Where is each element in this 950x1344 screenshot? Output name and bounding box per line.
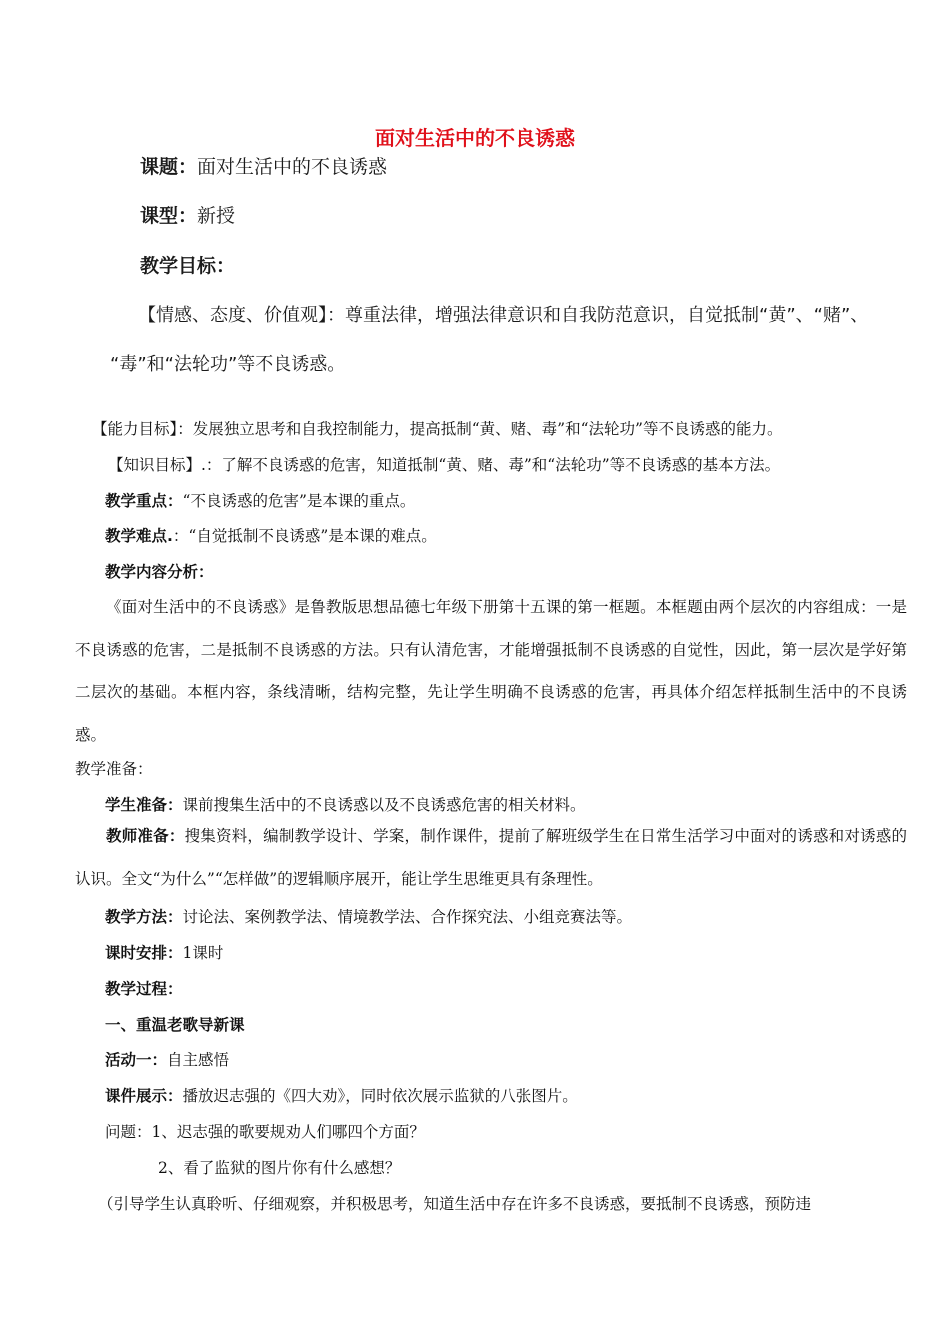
difficulty-line xyxy=(105,524,437,546)
question-2: 2、看了监狱的图片你有什么感想？ xyxy=(158,1159,401,1177)
courseware-line xyxy=(105,1084,578,1106)
time-value: 1课时 xyxy=(182,944,224,962)
goals-heading xyxy=(140,251,235,278)
activity-line xyxy=(105,1048,229,1070)
ability-goal: 【能力目标】：发展独立思考和自我控制能力，提高抵制“黄、赌、毒”和“法轮功”等不良诱惑的能力。 xyxy=(92,420,783,438)
analysis-paragraph: 《面对生活中的不良诱惑》是鲁教版思想品德七年级下册第十五课的第一框题。本框题由两个层次的内容组成：一是不良诱惑的危害，二是抵制不良诱惑的方法。只有认清危害，才能增强抵制不良诱惑的自觉性，因此，第一层次是学好第二层次的基础。本框内容，条线清晰，结构完整，先让学生明确不良诱惑的危害，再具体介绍怎样抵制生活中的不良诱惑。 xyxy=(75,598,907,744)
topic-label: 课题： xyxy=(140,156,198,178)
student-prep-label: 学生准备： xyxy=(105,796,183,814)
teacher-prep-value: 搜集资料，编制教学设计、学案，制作课件，提前了解班级学生在日常生活学习中面对的诱惑和对诱惑的认识。全文“为什么”“怎样做”的逻辑顺序展开，能让学生思维更具有条理性。 xyxy=(75,827,907,888)
analysis-heading xyxy=(105,560,214,582)
question-1: 问题：1、迟志强的歌要规劝人们哪四个方面？ xyxy=(105,1123,425,1141)
analysis-label: 教学内容分析： xyxy=(105,563,214,581)
courseware-label: 课件展示： xyxy=(105,1087,183,1105)
difficulty-value: ：“自觉抵制不良诱惑”是本课的难点。 xyxy=(172,527,437,545)
type-line xyxy=(140,201,235,228)
method-label: 教学方法： xyxy=(105,908,183,926)
student-prep-line xyxy=(105,793,586,815)
goals-label: 教学目标： xyxy=(140,255,236,277)
process-heading xyxy=(105,977,183,999)
difficulty-label: 教学难点. xyxy=(105,527,173,545)
knowledge-goal: 【知识目标】.：了解不良诱惑的危害，知道抵制“黄、赌、毒”和“法轮功”等不良诱惑的基本方法。 xyxy=(108,456,781,474)
emotion-goal-line2: “毒”和“法轮功”等不良诱惑。 xyxy=(110,354,346,375)
emotion-goal-line1: 【情感、态度、价值观】：尊重法律，增强法律意识和自我防范意识，自觉抵制“黄”、“赌”、 xyxy=(138,305,869,326)
method-value: 讨论法、案例教学法、情境教学法、合作探究法、小组竞赛法等。 xyxy=(182,908,633,926)
key-point-value: “不良诱惑的危害”是本课的重点。 xyxy=(182,492,416,510)
type-value: 新授 xyxy=(197,205,236,227)
section-heading xyxy=(105,1013,245,1035)
type-label: 课型： xyxy=(140,205,198,227)
method-line xyxy=(105,905,632,927)
process-label: 教学过程： xyxy=(105,980,183,998)
guide-line: （引导学生认真聆听、仔细观察，并积极思考，知道生活中存在许多不良诱惑，要抵制不良诱惑，预防违 xyxy=(98,1195,812,1213)
key-point-line xyxy=(105,489,415,511)
topic-value: 面对生活中的不良诱惑 xyxy=(197,156,388,178)
activity-label: 活动一： xyxy=(105,1051,168,1069)
topic-line xyxy=(140,152,387,179)
key-point-label: 教学重点： xyxy=(105,492,183,510)
courseware-value: 播放迟志强的《四大劝》，同时依次展示监狱的八张图片。 xyxy=(182,1087,578,1105)
prep-heading: 教学准备： xyxy=(75,760,153,778)
section1-label: 一、重温老歌导新课 xyxy=(105,1016,245,1034)
student-prep-value: 课前搜集生活中的不良诱惑以及不良诱惑危害的相关材料。 xyxy=(182,796,586,814)
time-line xyxy=(105,941,223,963)
time-label: 课时安排： xyxy=(105,944,183,962)
document-title: 面对生活中的不良诱惑 xyxy=(375,126,575,150)
teacher-prep-paragraph xyxy=(75,815,907,900)
activity-value: 自主感悟 xyxy=(167,1051,230,1069)
teacher-prep-label: 教师准备： xyxy=(106,827,185,845)
